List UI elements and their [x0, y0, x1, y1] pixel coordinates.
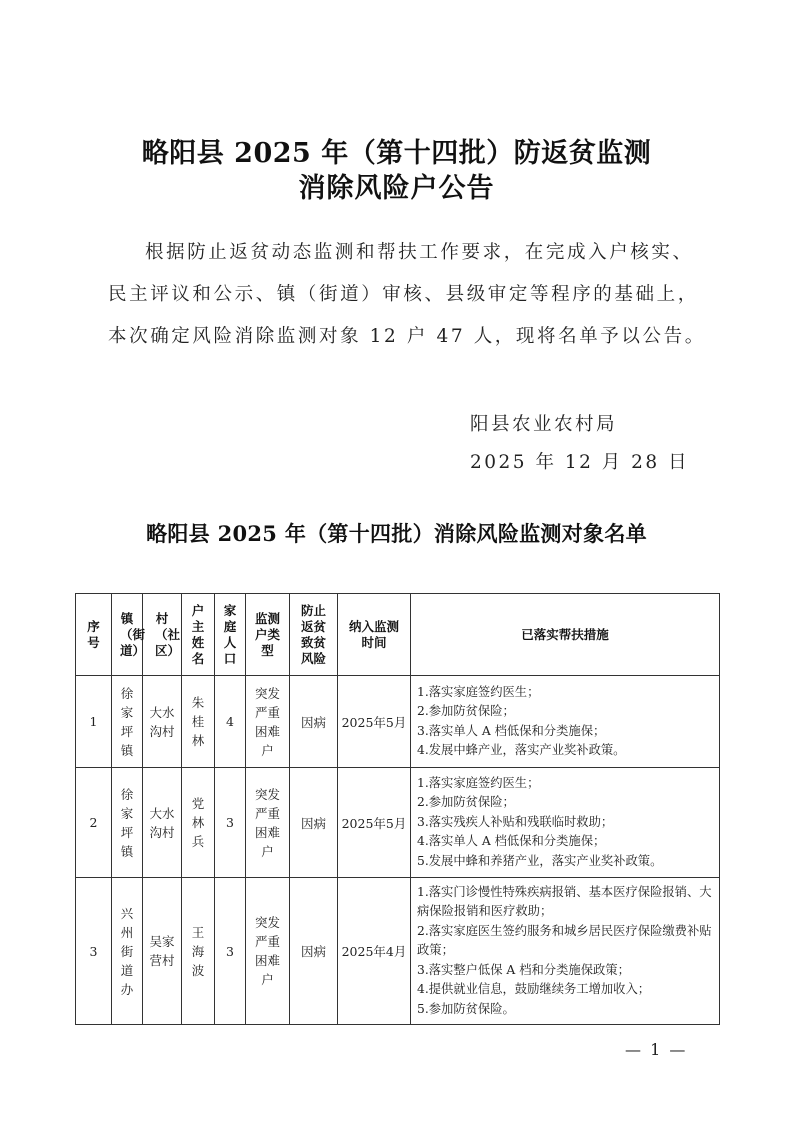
- measure-item: 5.发展中蜂和养猪产业，落实产业奖补政策。: [417, 853, 663, 868]
- table-row: [76, 676, 720, 768]
- table-row: [76, 878, 720, 1025]
- header-cell: 防止返贫致贫风险: [290, 594, 338, 676]
- header-cell: 村（社区）: [143, 594, 182, 676]
- header-cell: 已落实帮扶措施: [411, 594, 720, 676]
- cell-type: 突发严重困难户: [246, 878, 290, 1025]
- cell-risk: 因病: [290, 676, 338, 768]
- cell-village: 大水沟村: [143, 676, 182, 768]
- measure-item: 2.参加防贫保险；: [417, 795, 515, 810]
- cell-measures: [411, 676, 720, 768]
- header-cell: 序号: [76, 594, 112, 676]
- list-title: 略阳县 2025 年（第十四批）消除风险监测对象名单: [146, 521, 647, 546]
- cell-risk: 因病: [290, 768, 338, 878]
- monitoring-table: [75, 593, 720, 1025]
- cell-town: 徐家坪镇: [112, 676, 143, 768]
- paragraph-line-1: 根据防止返贫动态监测和帮扶工作要求，在完成入户核实、: [145, 242, 694, 263]
- measure-item: 5.参加防贫保险。: [417, 1001, 515, 1016]
- measure-item: 1.落实家庭签约医生；: [417, 775, 540, 790]
- cell-time: 2025年5月: [338, 768, 411, 878]
- cell-time: 2025年5月: [338, 676, 411, 768]
- cell-town: 徐家坪镇: [112, 768, 143, 878]
- signature-org: 阳县农业农村局: [470, 414, 618, 435]
- measure-item: 4.提供就业信息，鼓励继续务工增加收入；: [417, 982, 651, 997]
- cell-time: 2025年4月: [338, 878, 411, 1025]
- cell-no: 1: [76, 676, 112, 768]
- cell-measures: [411, 768, 720, 878]
- header-cell: 镇（街道）: [112, 594, 143, 676]
- cell-population: 3: [215, 878, 246, 1025]
- cell-head: 王海波: [182, 878, 215, 1025]
- paragraph-line-3: 本次确定风险消除监测对象 12 户 47 人，现将名单予以公告。: [108, 326, 706, 347]
- cell-no: 2: [76, 768, 112, 878]
- paragraph-line-2: 民主评议和公示、镇（街道）审核、县级审定等程序的基础上，: [108, 284, 699, 305]
- measure-item: 4.落实单人 A 档低保和分类施保；: [417, 834, 606, 849]
- cell-town: 兴州街道办: [112, 878, 143, 1025]
- header-cell: 户主姓名: [182, 594, 215, 676]
- measure-item: 1.落实家庭签约医生；: [417, 684, 540, 699]
- cell-type: 突发严重困难户: [246, 768, 290, 878]
- measure-item: 1.落实门诊慢性特殊疾病报销、基本医疗保险报销、大病保险报销和医疗救助；: [417, 884, 712, 919]
- measure-item: 2.参加防贫保险；: [417, 704, 515, 718]
- cell-no: 3: [76, 878, 112, 1025]
- table-header-row: [76, 594, 720, 676]
- signature-date: 2025 年 12 月 28 日: [470, 452, 690, 473]
- cell-village: 吴家营村: [143, 878, 182, 1025]
- header-cell: 监测户类型: [246, 594, 290, 676]
- cell-head: 党林兵: [182, 768, 215, 878]
- cell-risk: 因病: [290, 878, 338, 1025]
- cell-type: 突发严重困难户: [246, 676, 290, 768]
- measure-item: 4.发展中蜂产业，落实产业奖补政策。: [417, 743, 626, 757]
- table-row: [76, 768, 720, 878]
- cell-measures: [411, 878, 720, 1025]
- measure-item: 3.落实整户低保 A 档和分类施保政策；: [417, 962, 630, 977]
- cell-head: 朱桂林: [182, 676, 215, 768]
- announcement-title-line2: 消除风险户公告: [298, 173, 495, 204]
- header-cell: 纳入监测时间: [338, 594, 411, 676]
- header-cell: 家庭人口: [215, 594, 246, 676]
- cell-village: 大水沟村: [143, 768, 182, 878]
- cell-population: 4: [215, 676, 246, 768]
- measure-item: 3.落实残疾人补贴和残联临时救助；: [417, 814, 614, 829]
- measure-item: 3.落实单人 A 档低保和分类施保；: [417, 723, 606, 738]
- measure-item: 2.落实家庭医生签约服务和城乡居民医疗保险缴费补贴政策；: [417, 923, 712, 958]
- announcement-title-line1: 略阳县 2025 年（第十四批）防返贫监测: [141, 138, 652, 169]
- cell-population: 3: [215, 768, 246, 878]
- page-number: — 1 —: [625, 1040, 688, 1059]
